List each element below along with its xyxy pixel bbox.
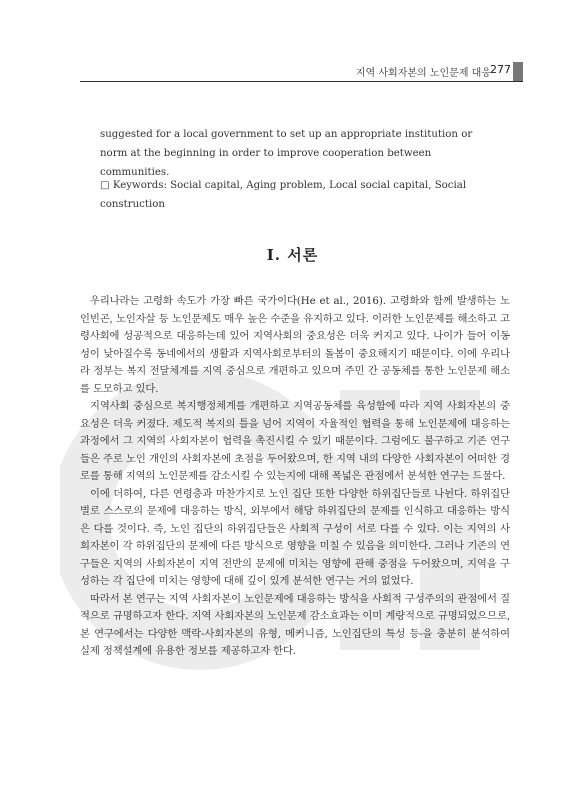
running-header (0, 62, 585, 80)
header-rule (80, 81, 523, 82)
paragraph: 우리나라는 고령화 속도가 가장 빠른 국가이다(He et al., 2016). 고령화와 함께 발생하는 노인빈곤, 노인자살 등 노인문제도 매우 높은 수준을 유지하고 있다. 이러한 노인문제를 해소하고 고령사회에 성공적으로 대응하는데 있어 지역사회의 중요성은 더욱 커지고 있다. 나이가 들어 이동성이 낮아질수록 동네에서의 생활과 지역사회로부터의 돌봄이 중요해지기 때문이다. 이에 우리나라 정부는 복지 전달체계를 지역 중심으로 개편하고 있으며 주민 간 공동체를 통한 노인문제 해소를 도모하고 있다. (80, 295, 510, 395)
paragraph: 지역사회 중심으로 복지행정체계를 개편하고 지역공동체를 육성함에 따라 지역 사회자본의 중요성은 더욱 커졌다. 제도적 복지의 틀을 넘어 지역이 자율적인 협력을 통해 노인문제에 대응하는 과정에서 그 지역의 사회자본이 협력을 촉진시킬 수 있기 때문이다. 그럼에도 불구하고 기존 연구들은 주로 노인 개인의 사회자본에 초점을 두어왔으며, 한 지역 내의 다양한 사회자본이 어떠한 경로를 통해 지역의 노인문제를 감소시킬 수 있는지에 대해 폭넓은 관점에서 분석한 연구는 드물다. (80, 400, 510, 482)
page-number: 277 (490, 63, 511, 76)
section-title: Ⅰ. 서론 (266, 246, 319, 264)
abstract-tail: suggested for a local government to set up an appropriate institution or norm at the beginning in order to improve cooperation between communities. (100, 129, 473, 178)
paragraph: 이에 더하여, 다른 연령층과 마찬가지로 노인 집단 또한 다양한 하위집단들로 나뉜다. 하위집단별로 스스로의 문제에 대응하는 방식, 외부에서 해당 하위집단의 문제를 인식하고 대응하는 방식은 다를 것이다. 즉, 노인 집단의 하위집단들은 사회적 구성이 서로 다를 수 있다. 이는 지역의 사회자본이 각 하위집단의 문제에 다른 방식으로 영향을 미칠 수 있음을 의미한다. 그러나 기존의 연구들은 지역의 사회자본이 지역 전반의 문제에 미치는 영향에 관해 중점을 두어왔으며, 지역을 구성하는 각 집단에 미치는 영향에 대해 깊이 있게 분석한 연구는 거의 없었다. (80, 487, 510, 587)
paragraph: 따라서 본 연구는 지역 사회자본이 노인문제에 대응하는 방식을 사회적 구성주의의 관점에서 질적으로 규명하고자 한다. 지역 사회자본의 노인문제 감소효과는 이미 계량적으로 규명되었으므로, 본 연구에서는 다양한 맥락-사회자본의 유형, 메커니즘, 노인집단의 특성 등-을 충분히 분석하여 실제 정책설계에 유용한 정보를 제공하고자 한다. (80, 592, 510, 657)
body-text (80, 293, 510, 661)
keywords: □ Keywords: Social capital, Aging problem, Local social capital, Social construction (100, 180, 467, 210)
page-tab-marker (513, 62, 523, 82)
running-title: 지역 사회자본의 노인문제 대응 (355, 68, 491, 79)
